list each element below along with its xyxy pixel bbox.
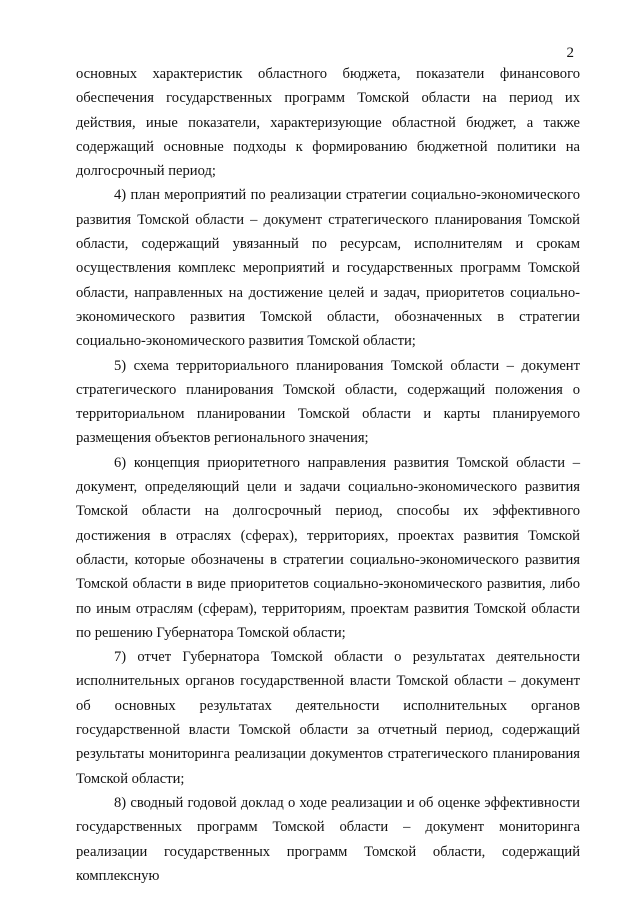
document-body	[76, 62, 580, 888]
paragraph-item-5: 5) схема территориального планирования Томской области – документ стратегического планирования Томской области, содержащий положения о территориальном планировании Томской области и карты планируемого размещения объектов регионального значения;	[76, 357, 580, 447]
page-number: 2	[566, 45, 574, 61]
paragraph-item-4: 4) план мероприятий по реализации стратегии социально-экономического развития Томской области – документ стратегического планирования Томской области, содержащий увязанный по ресурсам, исполнителям и срокам осуществления комплекс мероприятий и государственных программ Томской области, направленных на достижение целей и задач, приоритетов социально-экономического развития Томской области, обозначенных в стратегии социально-экономического развития Томской области;	[76, 187, 580, 350]
paragraph-item-7: 7) отчет Губернатора Томской области о результатах деятельности исполнительных органов государственной власти Томской области – документ об основных результатах деятельности исполнительных органов государственной власти Томской области за отчетный период, содержащий результаты мониторинга реализации документов стратегического планирования Томской области;	[76, 649, 580, 787]
paragraph-item-6: 6) концепция приоритетного направления развития Томской области – документ, определяющий цели и задачи социально-экономического развития Томской области на долгосрочный период, способы их эффективного достижения в отраслях (сферах), территориях, проектах развития Томской области, которые обозначены в стратегии социально-экономического развития Томской области в виде приоритетов социально-экономического развития, либо по иным отраслям (сферам), территориям, проектам развития Томской области по решению Губернатора Томской области;	[76, 454, 580, 641]
paragraph-item-8: 8) сводный годовой доклад о ходе реализации и об оценке эффективности государственных программ Томской области – документ мониторинга реализации государственных программ Томской области, содержащий комплексную	[76, 794, 580, 884]
paragraph-continuation: основных характеристик областного бюджета, показатели финансового обеспечения государственных программ Томской области на период их действия, иные показатели, характеризующие областной бюджет, а также содержащий основные подходы к формированию бюджетной политики на долгосрочный период;	[76, 66, 580, 180]
